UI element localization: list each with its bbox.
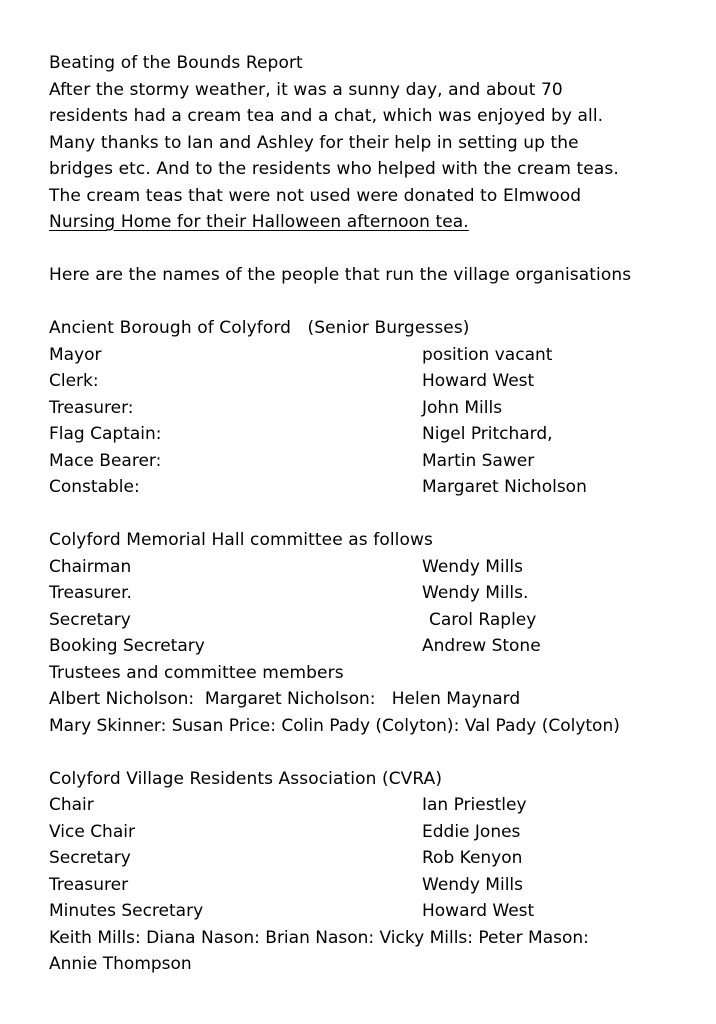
person-name: Wendy Mills — [422, 556, 523, 577]
role-label: Treasurer. — [49, 583, 132, 603]
intro-text: Here are the names of the people that run the village organisations — [49, 265, 632, 285]
cvra-row — [49, 845, 689, 872]
report-line: bridges etc. And to the residents who helped with the cream teas. — [49, 159, 619, 179]
report-line: residents had a cream tea and a chat, which was enjoyed by all. — [49, 106, 604, 126]
hall-heading: Colyford Memorial Hall committee as follows — [49, 530, 433, 550]
role-label: Secretary — [49, 848, 131, 868]
person-name: Howard West — [422, 371, 535, 391]
person-name: John Mills — [422, 397, 503, 418]
spacer — [49, 739, 689, 766]
report-underlined-line: Nursing Home for their Halloween afternoon tea. — [49, 212, 469, 232]
role-label: Chairman — [49, 556, 132, 577]
members-line: Annie Thompson — [49, 954, 192, 974]
report-line: The cream teas that were not used were donated to Elmwood — [49, 185, 582, 206]
borough-row — [49, 448, 689, 475]
cvra-row — [49, 872, 689, 899]
report-title: Beating of the Bounds Report — [49, 53, 303, 73]
borough-row — [49, 368, 689, 395]
spacer — [49, 501, 689, 528]
role-label: Minutes Secretary — [49, 901, 204, 921]
role-label: Constable: — [49, 477, 140, 497]
person-name: Margaret Nicholson — [422, 477, 587, 497]
role-label: Treasurer: — [49, 397, 134, 418]
report-line: After the stormy weather, it was a sunny day, and about 70 — [49, 79, 563, 100]
person-name: Eddie Jones — [422, 821, 521, 842]
person-name: Andrew Stone — [422, 636, 541, 656]
trustees-heading: Trustees and committee members — [49, 662, 344, 683]
person-name: Nigel Pritchard, — [422, 424, 553, 444]
role-label: Vice Chair — [49, 821, 135, 842]
person-name: Wendy Mills — [422, 874, 523, 895]
role-label: Mayor — [49, 344, 102, 365]
person-name: Ian Priestley — [422, 795, 527, 815]
spacer — [49, 236, 689, 263]
cvra-row — [49, 792, 689, 819]
role-label: Flag Captain: — [49, 424, 162, 444]
document-content — [49, 50, 689, 978]
role-label: Treasurer — [49, 874, 129, 895]
borough-row — [49, 421, 689, 448]
borough-row — [49, 474, 689, 501]
trustees-line: Albert Nicholson: Margaret Nicholson: Helen Maynard — [49, 689, 521, 709]
borough-row — [49, 395, 689, 422]
report-line: Many thanks to Ian and Ashley for their help in setting up the — [49, 132, 579, 153]
borough-row — [49, 342, 689, 369]
person-name: position vacant — [422, 344, 553, 365]
borough-heading: Ancient Borough of Colyford (Senior Burgesses) — [49, 318, 470, 338]
trustees-line: Mary Skinner: Susan Price: Colin Pady (Colyton): Val Pady (Colyton) — [49, 715, 620, 736]
person-name: Martin Sawer — [422, 450, 535, 471]
hall-row — [49, 554, 689, 581]
person-name: Rob Kenyon — [422, 848, 523, 868]
person-name: Carol Rapley — [429, 609, 537, 630]
role-label: Clerk: — [49, 371, 99, 391]
hall-row — [49, 607, 689, 634]
cvra-row — [49, 898, 689, 925]
person-name: Howard West — [422, 901, 535, 921]
role-label: Mace Bearer: — [49, 450, 162, 471]
role-label: Chair — [49, 795, 94, 815]
cvra-heading: Colyford Village Residents Association (CVRA) — [49, 768, 443, 789]
members-line: Keith Mills: Diana Nason: Brian Nason: Vicky Mills: Peter Mason: — [49, 927, 589, 948]
cvra-row — [49, 819, 689, 846]
role-label: Booking Secretary — [49, 636, 205, 656]
role-label: Secretary — [49, 609, 131, 630]
spacer — [49, 289, 689, 316]
hall-row — [49, 580, 689, 607]
hall-row — [49, 633, 689, 660]
person-name: Wendy Mills. — [422, 583, 529, 603]
